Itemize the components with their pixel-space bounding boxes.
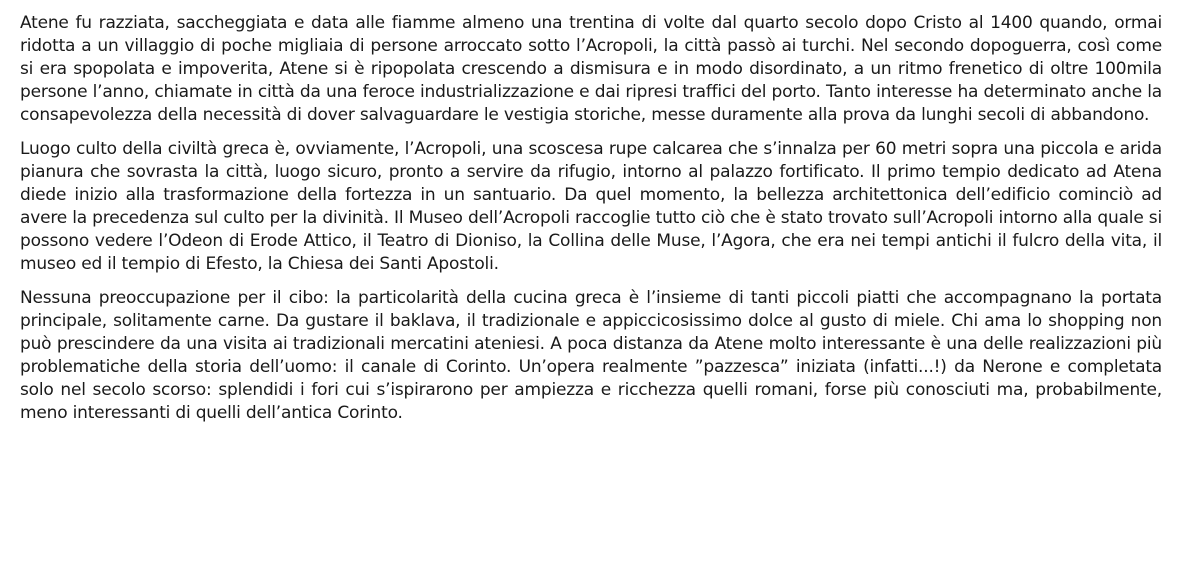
paragraph-acropolis: Luogo culto della civiltà greca è, ovviamente, l’Acropoli, una scoscesa rupe calcarea che s’innalza per 60 metri sopra una piccola e arida pianura che sovrasta la città, luogo sicuro, pronto a servire da rifugio, intorno al palazzo fortificato. Il primo tempio dedicato ad Atena diede inizio alla trasformazione della fortezza in un santuario. Da quel momento, la bellezza architettonica dell’edificio cominciò ad avere la precedenza sul culto per la divinità. Il Museo dell’Acropoli raccoglie tutto ciò che è stato trovato sull’Acropoli intorno alla quale si possono vedere l’Odeon di Erode Attico, il Teatro di Dioniso, la Collina delle Muse, l’Agora, che era nei tempi antichi il fulcro della vita, il museo ed il tempio di Efesto, la Chiesa dei Santi Apostoli. (20, 139, 1162, 274)
paragraph-history: Atene fu razziata, saccheggiata e data alle fiamme almeno una trentina di volte dal quarto secolo dopo Cristo al 1400 quando, ormai ridotta a un villaggio di poche migliaia di persone arroccato sotto l’Acropoli, la città passò ai turchi. Nel secondo dopoguerra, così come si era spopolata e impoverita, Atene si è ripopolata crescendo a dismisura e in modo disordinato, a un ritmo frenetico di oltre 100mila persone l’anno, chiamate in città da una feroce industrializzazione e dai ripresi traffici del porto. Tanto interesse ha determinato anche la consapevolezza della necessità di dover salvaguardare le vestigia storiche, messe duramente alla prova da lunghi secoli di abbandono. (20, 13, 1162, 125)
document-page (20, 12, 1162, 425)
paragraph-food-corinth: Nessuna preoccupazione per il cibo: la particolarità della cucina greca è l’insieme di tanti piccoli piatti che accompagnano la portata principale, solitamente carne. Da gustare il baklava, il tradizionale e appiccicosissimo dolce al gusto di miele. Chi ama lo shopping non può prescindere da una visita ai tradizionali mercatini ateniesi. A poca distanza da Atene molto interessante è una delle realizzazioni più problematiche della storia dell’uomo: il canale di Corinto. Un’opera realmente ”pazzesca” iniziata (infatti...!) da Nerone e completata solo nel secolo scorso: splendidi i fori cui s’ispirarono per ampiezza e ricchezza quelli romani, forse più conosciuti ma, probabilmente, meno interessanti di quelli dell’antica Corinto. (20, 288, 1162, 423)
